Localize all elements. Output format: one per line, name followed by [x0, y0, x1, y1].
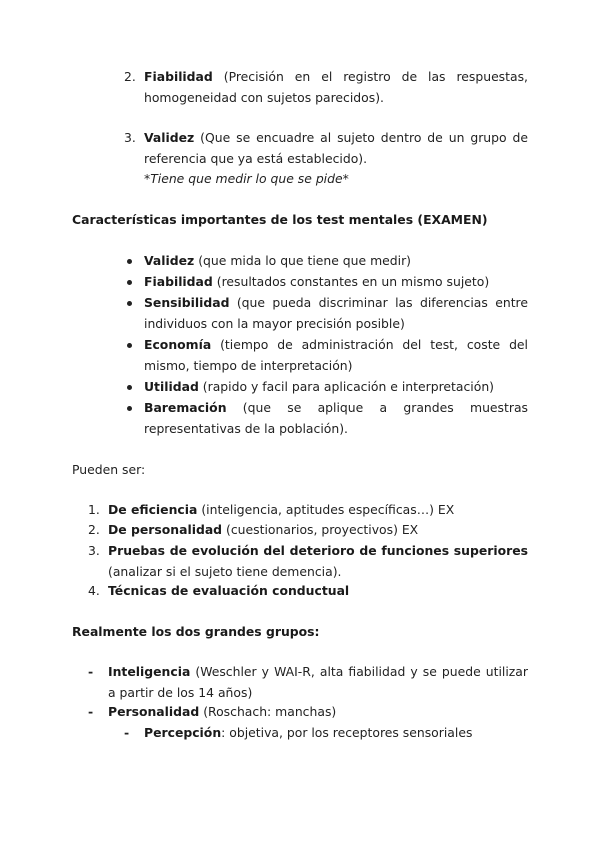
bullet-dot [127, 259, 132, 264]
term: Pruebas de evolución del deterioro de funciones superiores [108, 543, 528, 558]
section-heading: Características importantes de los test mentales (EXAMEN) [72, 212, 488, 227]
dash-marker: - [88, 704, 94, 719]
term: Baremación [144, 400, 227, 415]
bullet-item [124, 272, 528, 293]
list-number: 3. [88, 543, 100, 558]
term: Validez [144, 130, 195, 145]
description: (inteligencia, aptitudes específicas…) EX [197, 502, 455, 517]
subgroup-item-percepcion [124, 723, 528, 744]
term: Personalidad [108, 704, 200, 719]
term: Economía [144, 337, 212, 352]
term: Técnicas de evaluación conductual [108, 583, 350, 598]
section-heading: Realmente los dos grandes grupos: [72, 624, 320, 639]
bullet-item [124, 251, 528, 272]
group-item-inteligencia [88, 662, 528, 703]
bullet-dot [127, 280, 132, 285]
list-number: 3. [124, 130, 136, 145]
description: (resultados constantes en un mismo sujeto) [212, 274, 490, 289]
term: Inteligencia [108, 664, 191, 679]
bullet-item [124, 377, 528, 398]
term: Fiabilidad [144, 69, 213, 84]
term: Validez [144, 253, 195, 268]
description: (que mida lo que tiene que medir) [194, 253, 412, 268]
list-item [88, 541, 528, 582]
dash-marker: - [88, 664, 94, 679]
list-item [88, 520, 528, 541]
description: (cuestionarios, proyectivos) EX [222, 522, 419, 537]
description: : objetiva, por los receptores sensoriales [221, 725, 473, 740]
description: (que se aplique a grandes muestras representativas de la población). [144, 400, 528, 436]
term: De personalidad [108, 522, 223, 537]
term: Utilidad [144, 379, 199, 394]
term: Percepción [144, 725, 222, 740]
term: De eficiencia [108, 502, 198, 517]
list-number: 2. [88, 522, 100, 537]
list-item [88, 581, 528, 602]
description: (Weschler y WAI-R, alta fiabilidad y se puede utilizar a partir de los 14 años) [108, 664, 528, 700]
description: (tiempo de administración del test, coste del mismo, tiempo de interpretación) [144, 337, 528, 373]
term: Sensibilidad [144, 295, 230, 310]
bullet-dot [127, 301, 132, 306]
paragraph: Pueden ser: [72, 462, 146, 477]
bullet-dot [127, 385, 132, 390]
description: (rapido y facil para aplicación e interpretación) [198, 379, 495, 394]
term: Fiabilidad [144, 274, 213, 289]
bullet-dot [127, 406, 132, 411]
list-item-validez [124, 128, 528, 190]
description: (Roschach: manchas) [199, 704, 337, 719]
description: (Precisión en el registro de las respuestas, homogeneidad con sujetos parecidos). [144, 69, 528, 105]
list-number: 2. [124, 69, 136, 84]
list-number: 4. [88, 583, 100, 598]
note: *Tiene que medir lo que se pide* [144, 171, 349, 186]
group-item-personalidad [88, 702, 528, 723]
description: (Que se encuadre al sujeto dentro de un grupo de referencia que ya está establecido). [144, 130, 528, 166]
description: (que pueda discriminar las diferencias entre individuos con la mayor precisión posible) [144, 295, 528, 331]
bullet-item [124, 335, 528, 376]
bullet-item [124, 398, 528, 439]
bullet-item [124, 293, 528, 334]
list-number: 1. [88, 502, 100, 517]
bullet-dot [127, 343, 132, 348]
dash-marker: - [124, 725, 130, 740]
description: (analizar si el sujeto tiene demencia). [108, 563, 342, 579]
list-item [88, 500, 528, 521]
list-item-fiabilidad [124, 67, 528, 108]
